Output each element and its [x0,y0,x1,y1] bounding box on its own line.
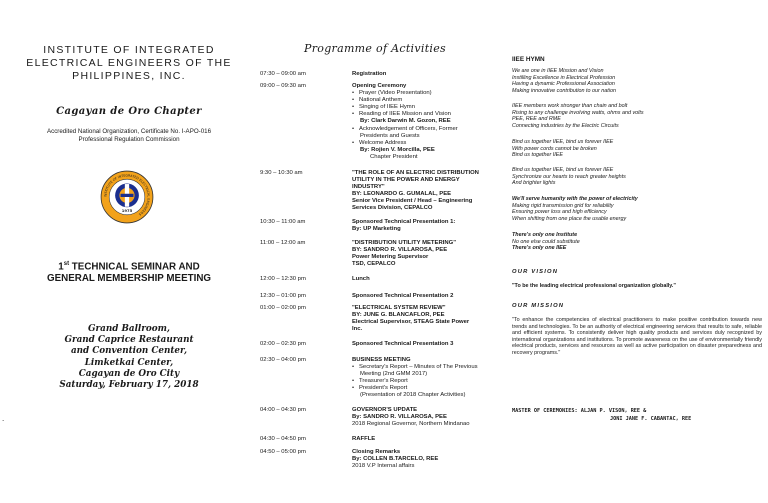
accreditation: Accredited National Organization, Certificate No. I-APO-016 Professional Regulation Commission [46,128,212,143]
hymn-title: IIEE HYMN [512,56,545,63]
hymn-vision-mission-panel [498,0,768,503]
hymn-stanza: IIEE members work stronger than chain and bolt Rising to any challenge involving watts, ohms and volts PEE, REE and RME Connecting industries by the Electric Circuits [512,103,644,129]
mission-text: "To enhance the competencies of electrical practitioners to make positive contribution towards new trends and technologies. To be an authority of electrical engineering services that results to safe, reliable and efficient systems. To consistently deliver high quality products and services duly recognized by international organizations and institutions. To promote awareness on the use of environmentally friendly electrical products, services and resources as well as active participation on disaster preparedness and recovery programs." [512,317,762,356]
mission-title: OUR MISSION [512,303,565,309]
vision-title: OUR VISION [512,269,559,275]
seminar-title: 1st TECHNICAL SEMINAR AND GENERAL MEMBERSHIP MEETING [46,261,212,285]
cover-panel [0,0,252,503]
programme-panel: Programme of Activities 07:30 – 09:00 am Registration 09:00 – 09:30 am Opening Ceremony • Prayer (Video Presentation) • National Anthem • Singing of IIEE Hymn • Reading of IIEE Mission and Vision By: Clark Darwin M. Gozon, REE • Acknowledgement of Officers, Former Presidents and Guests • Welcome Address By: Rojien V. Morcilla, PEE Chapter President 9:30 – 10:30 am "THE ROLE OF AN ELECTRIC DISTRIBUTION UTILITY IN THE POWER AND ENERGY INDUSTRY" BY: LEONARDO G. GUMALAL, PEE Senior Vice President / Head – Engineering Services Division, CEPALCO 10:30 – 11:00 am Sponsored Technical Presentation 1: By: UP Marketing 11:00 – 12:00 am "DISTRIBUTION UTILITY METERING" BY: SANDRO R. VILLAROSA, PEE Power Metering Supervisor TSD, CEPALCO 12:00 – 12:30 pm Lunch 12:30 – 01:00 pm Sponsored Technical Presentation 2 01:00 – 02:00 pm "ELECTRICAL SYSTEM REVIEW" BY: JUNE G. BLANCAFLOR, PEE Electrical Supervisor, STEAG State Power Inc. 02:00 – 02:30 pm Sponsored Technical Presentation 3 02:30 – 04:00 pm BUSINESS MEETING • Secretary's Report – Minutes of The Previous Meeting (2nd GMM 2017) • Treasurer's Report • President's Report (Presentation of 2018 Chapter Activities) 04:00 – 04:30 pm GOVERNOR'S UPDATE By: SANDRO R. VILLAROSA, PEE 2018 Regional Governor, Northern Mindanao 04:30 – 04:50 pm RAFFLE 04:50 – 05:00 pm Closing Remarks By: COLLEN B.TARCELO, REE 2018 V.P Internal affairs [252,0,498,503]
masters-of-ceremonies: MASTER OF CEREMONIES: ALJAN P. VISON, REE & JONI JANE F. CABANTAC, REE [512,408,692,422]
institute-name: INSTITUTE OF INTEGRATED ELECTRICAL ENGINEERS OF THE PHILIPPINES, INC. [26,44,232,82]
programme-title: Programme of Activities [304,42,446,55]
logo-year: 1975 [121,208,133,214]
vision-text: "To be the leading electrical professional organization globally." [512,283,676,289]
hymn-stanza: We are one in IIEE Mission and Vision Instilling Excellence in Electrical Profession Having a dynamic Professional Association Making innovative contribution to our nation [512,68,616,94]
venue-details: Grand Ballroom, Grand Caprice Restaurant and Convention Center, Limketkai Center, Cagayan de Oro City Saturday, February 17, 2018 [59,324,199,391]
chapter-name: Cagayan de Oro Chapter [56,106,202,117]
hymn-stanza: Bind us together IIEE, bind us forever IIEE With power cords cannot be broken Bind us together IIEE [512,139,614,159]
hymn-stanza: We'll serve humanity with the power of electricity Making rigid transmission grid for reliability Ensuring power loss and high efficiency When shifting from one place the usable energy [512,196,638,222]
hymn-stanza: There's only one Institute No one else could substitute There's only one IIEE [512,232,580,252]
logo-ring-text: INSTITUTE OF INTEGRATED ELECTRICAL ENGINEERS [103,173,151,217]
stray-mark: . [2,414,5,423]
hymn-stanza: Bind us together IIEE, bind us forever IIEE Synchronize our hearts to reach greater heights And brighter lights [512,167,626,187]
iiee-logo [100,170,154,224]
